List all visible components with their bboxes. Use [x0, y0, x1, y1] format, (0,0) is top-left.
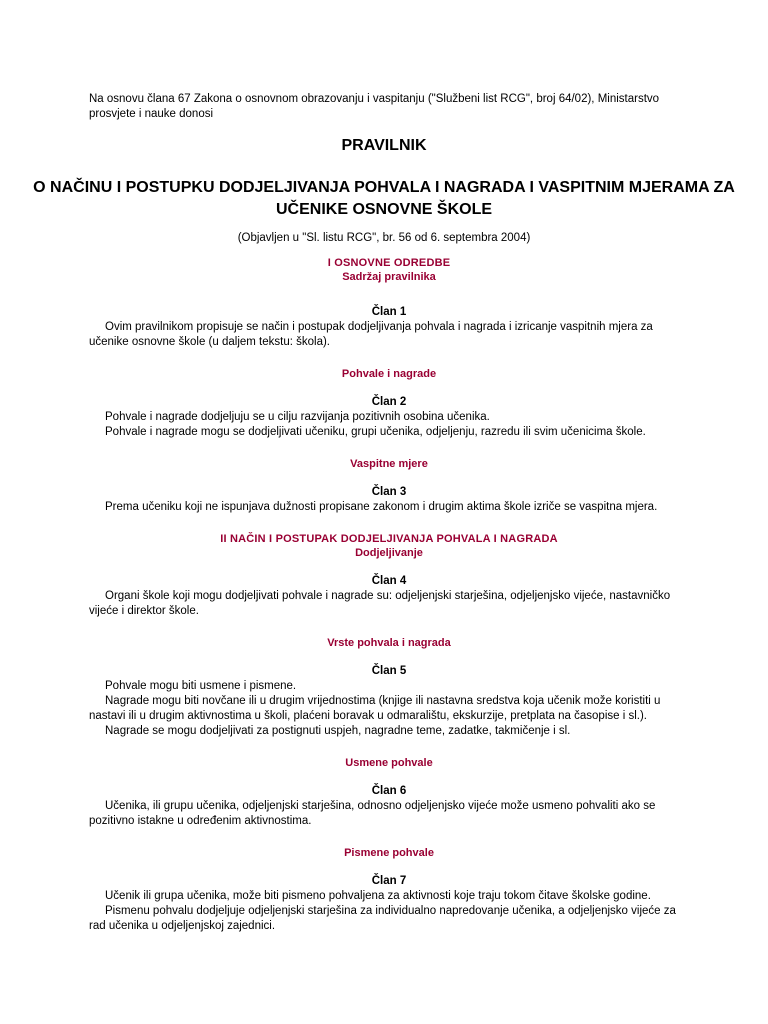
article-1-title: Član 1 [371, 306, 407, 318]
article-5-paragraph-3: Nagrade se mogu dodjeljivati za postignuti uspjeh, nagradne teme, zadatke, takmičenje i sl. [105, 725, 571, 737]
article-5-title: Član 5 [371, 665, 407, 677]
article-2-paragraph-1: Pohvale i nagrade dodjeljuju se u cilju razvijanja pozitivnih osobina učenika. [105, 411, 490, 423]
article-6-title: Član 6 [371, 785, 407, 797]
subheading-pohvale-nagrade: Pohvale i nagrade [341, 368, 437, 380]
subheading-pismene-pohvale: Pismene pohvale [344, 847, 434, 859]
article-2-title: Član 2 [371, 396, 407, 408]
article-5-paragraph-2: Nagrade mogu biti novčane ili u drugim vrijednostima (knjige ili nastavna sredstva koja učenik može koristiti u nastavi ili u drugim aktivnostima u školi, plaćeni boravak u odmaralištu, ekskurzije, pretplata na časopise i sl.). [89, 695, 661, 722]
subheading-usmene-pohvale: Usmene pohvale [345, 757, 433, 769]
article-1-paragraph: Ovim pravilnikom propisuje se način i postupak dodjeljivanja pohvala i nagrada i izricanje vaspitnih mjera za učenike osnovne škole (u daljem tekstu: škola). [89, 321, 653, 348]
subheading-sadrzaj: Sadržaj pravilnika [342, 271, 436, 283]
article-7-paragraph-1: Učenik ili grupa učenika, može biti pismeno pohvaljena za aktivnosti koje traju tokom čitave školske godine. [105, 890, 651, 902]
section-heading-2: II NAČIN I POSTUPAK DODJELJIVANJA POHVALA I NAGRADA [220, 533, 558, 545]
article-3-title: Član 3 [371, 486, 407, 498]
article-3-paragraph: Prema učeniku koji ne ispunjava dužnosti propisane zakonom i drugim aktima škole izriče se vaspitna mjera. [105, 501, 658, 513]
subheading-dodjeljivanje: Dodjeljivanje [355, 547, 423, 559]
document-body [89, 256, 689, 934]
section-heading-1: I OSNOVNE ODREDBE [327, 257, 451, 269]
article-7-title: Član 7 [371, 875, 407, 887]
intro-text: Na osnovu člana 67 Zakona o osnovnom obrazovanju i vaspitanju ("Službeni list RCG", broj 64/02), Ministarstvo prosvjete i nauke donosi [89, 93, 660, 120]
document-title: PRAVILNIK [341, 137, 427, 154]
article-7-paragraph-2: Pismenu pohvalu dodjeljuje odjeljenjski starješina za individualno napredovanje učenika, a odjeljenjsko vijeće za rad učenika u odjeljenjskoj zajednici. [89, 905, 676, 932]
article-4-title: Član 4 [371, 575, 407, 587]
article-2-paragraph-2: Pohvale i nagrade mogu se dodjeljivati učeniku, grupi učenika, odjeljenju, razredu ili svim učenicima škole. [105, 426, 646, 438]
article-6-paragraph: Učenika, ili grupu učenika, odjeljenjski starješina, odnosno odjeljenjsko vijeće može usmeno pohvaliti ako se pozitivno istakne u određenim aktivnostima. [89, 800, 656, 827]
article-5-paragraph-1: Pohvale mogu biti usmene i pismene. [105, 680, 297, 692]
subheading-vaspitne-mjere: Vaspitne mjere [350, 458, 428, 470]
article-4-paragraph: Organi škole koji mogu dodjeljivati pohvale i nagrade su: odjeljenjski starješina, odjeljenjsko vijeće, nastavničko vijeće i direktor škole. [89, 590, 671, 617]
subheading-vrste-pohvala: Vrste pohvala i nagrada [327, 637, 451, 649]
document-subtitle: O NAČINU I POSTUPKU DODJELJIVANJA POHVALA I NAGRADA I VASPITNIM MJERAMA ZA UČENIKE OSNOVNE ŠKOLE [33, 179, 735, 218]
publication-note: (Objavljen u "Sl. listu RCG", br. 56 od 6. septembra 2004) [237, 232, 531, 244]
